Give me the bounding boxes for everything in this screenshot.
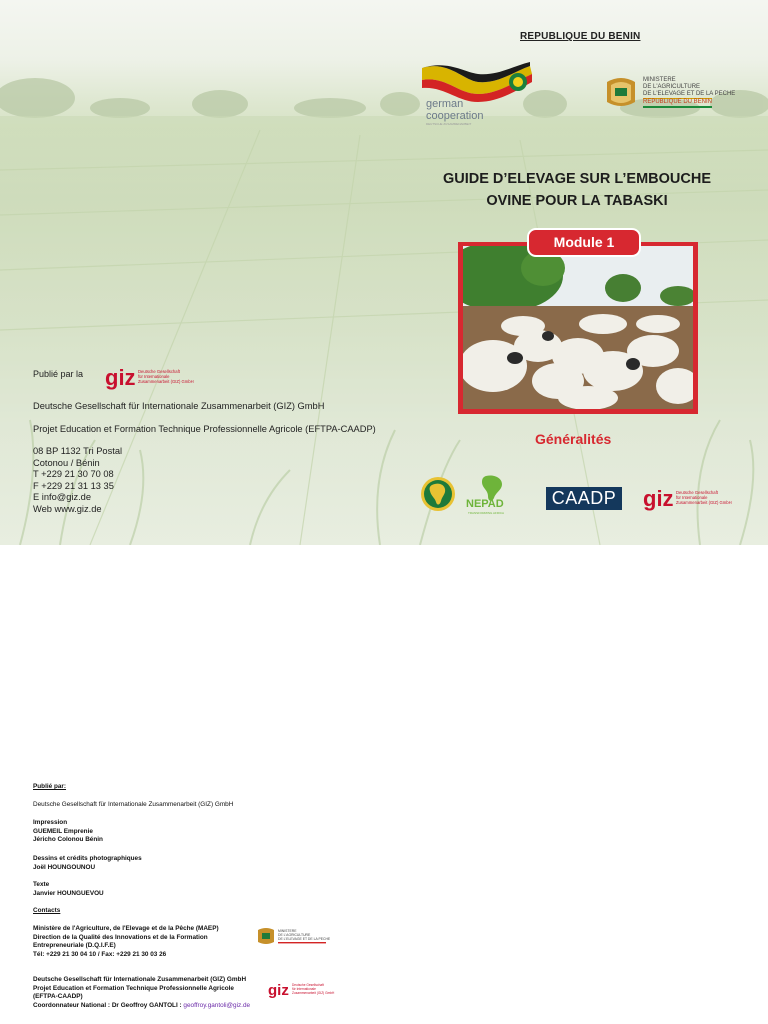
sheep-photo [463,246,693,409]
imprint-impression [33,819,103,845]
giz-logo-publisher [105,363,205,393]
ministry-line2: DE L'AGRICULTURE [643,84,701,90]
giz-sub1: Deutsche Gesellschaft [676,490,718,495]
guide-title [418,168,736,212]
ministry-line1: MINISTERE [643,77,676,83]
title-line2: OVINE POUR LA TABASKI [486,193,668,209]
ministry-line3: DE L'ELEVAGE ET DE LA PECHE [643,91,736,97]
african-union-logo [418,476,458,512]
republic-label: REPUBLIQUE DU BENIN [520,31,641,42]
giz-sub2: für Internationale [292,987,316,991]
contact-line: (EFTPA-CAADP) [33,993,83,1000]
ministry-text [643,77,735,108]
giz-sub2: für Internationale [138,374,170,379]
imprint-contacts-label [33,907,60,916]
published-by-label: Publié par la [33,369,84,379]
giz-sub3: Zusammenarbeit (GIZ) GmbH [676,500,732,505]
address-line: 08 BP 1132 Tri Postal [33,446,123,456]
german-cooperation-text [426,98,484,122]
contact-line: Projet Education et Formation Technique Professionnelle Agricole [33,984,234,992]
contact-line: Entrepreneuriale (D.Q.I.F.E) [33,942,116,949]
impression-label: Impression [33,819,68,826]
contacts-label-text: Contacts [33,907,61,914]
small-ministry-line1: MINISTERE [278,929,297,933]
contact-line: Deutsche Gesellschaft für Internationale Zusammenarbeit (GIZ) GmbH [33,976,247,983]
nepad-logo [462,474,524,516]
german-coop-line1: german [426,98,464,110]
imprint-published-label [33,783,66,792]
imprint-text-author [33,881,104,898]
coordinator-label: Coordonnateur National : Dr Geoffroy GANTOLI : [33,1001,184,1009]
imprint-published-org: Deutsche Gesellschaft für Internationale Zusammenarbeit (GIZ) GmbH [33,801,234,808]
email-line: E info@giz.de [33,492,92,502]
text-author-name: Janvier HOUNGUEVOU [33,889,104,897]
imprint-drawings [33,855,142,872]
impression-line: Jéricho Colonou Bénin [33,836,103,843]
coordinator-email-link[interactable]: geoffroy.gantoli@giz.de [183,1001,251,1009]
small-ministry-line2: DE L'AGRICULTURE [278,933,311,937]
publisher-org: Deutsche Gesellschaft für Internationale Zusammenarbeit (GIZ) GmbH [33,401,325,411]
fax-line: F +229 21 31 13 35 [33,480,114,491]
publisher-address [33,446,122,515]
address-line: Cotonou / Bénin [33,457,100,468]
giz-wordmark: giz [643,486,674,511]
ministry-line4: REPUBLIQUE DU BENIN [643,98,712,108]
drawings-name: Joël HOUNGOUNOU [33,863,96,871]
imprint-contact-maep [33,925,219,959]
giz-sub1: Deutsche Gesellschaft [138,369,180,374]
giz-sub2: für Internationale [676,495,708,500]
title-line1: GUIDE D’ELEVAGE SUR L’EMBOUCHE [442,171,711,187]
nepad-sub: TRANSFORMING AFRICA [468,511,505,515]
german-coop-line2: cooperation [426,110,484,122]
nepad-text: NEPAD [466,498,504,510]
impression-line: GUEMEIL Emprenie [33,827,93,835]
ministry-emblem-small [256,926,332,946]
giz-logo-small [268,979,344,1001]
giz-sub1: Deutsche Gesellschaft [292,983,324,987]
module-subject: Généralités [535,431,612,447]
german-coop-sub: DEUTSCHE ZUSAMMENARBEIT [426,122,472,126]
giz-wordmark: giz [105,365,136,390]
drawings-label: Dessins et crédits photographiques [33,855,142,862]
contact-line: Direction de la Qualité des Innovations et de la Formation [33,933,208,941]
giz-logo-cover [643,484,743,514]
giz-sub3: Zusammenarbeit (GIZ) GmbH [292,991,335,995]
imprint-contact-giz [33,976,250,1010]
contact-line: Ministère de l'Agriculture, de l'Elevage et de la Pêche (MAEP) [33,925,219,932]
giz-sub3: Zusammenarbeit (GIZ) GmbH [138,379,194,384]
giz-wordmark: giz [268,982,289,999]
small-ministry-line3: DE L'ELEVAGE ET DE LA PECHE [278,937,331,941]
publisher-project: Projet Education et Formation Technique Professionnelle Agricole (EFTPA-CAADP) [33,424,376,434]
web-line: Web www.giz.de [33,503,102,514]
contact-line: Tél: +229 21 30 04 10 / Fax: +229 21 30 03 26 [33,950,167,958]
published-label-text: Publié par: [33,783,67,790]
caadp-logo: CAADP [546,487,622,510]
text-label: Texte [33,881,50,888]
module-badge: Module 1 [527,228,641,257]
phone-line: T +229 21 30 70 08 [33,469,114,479]
